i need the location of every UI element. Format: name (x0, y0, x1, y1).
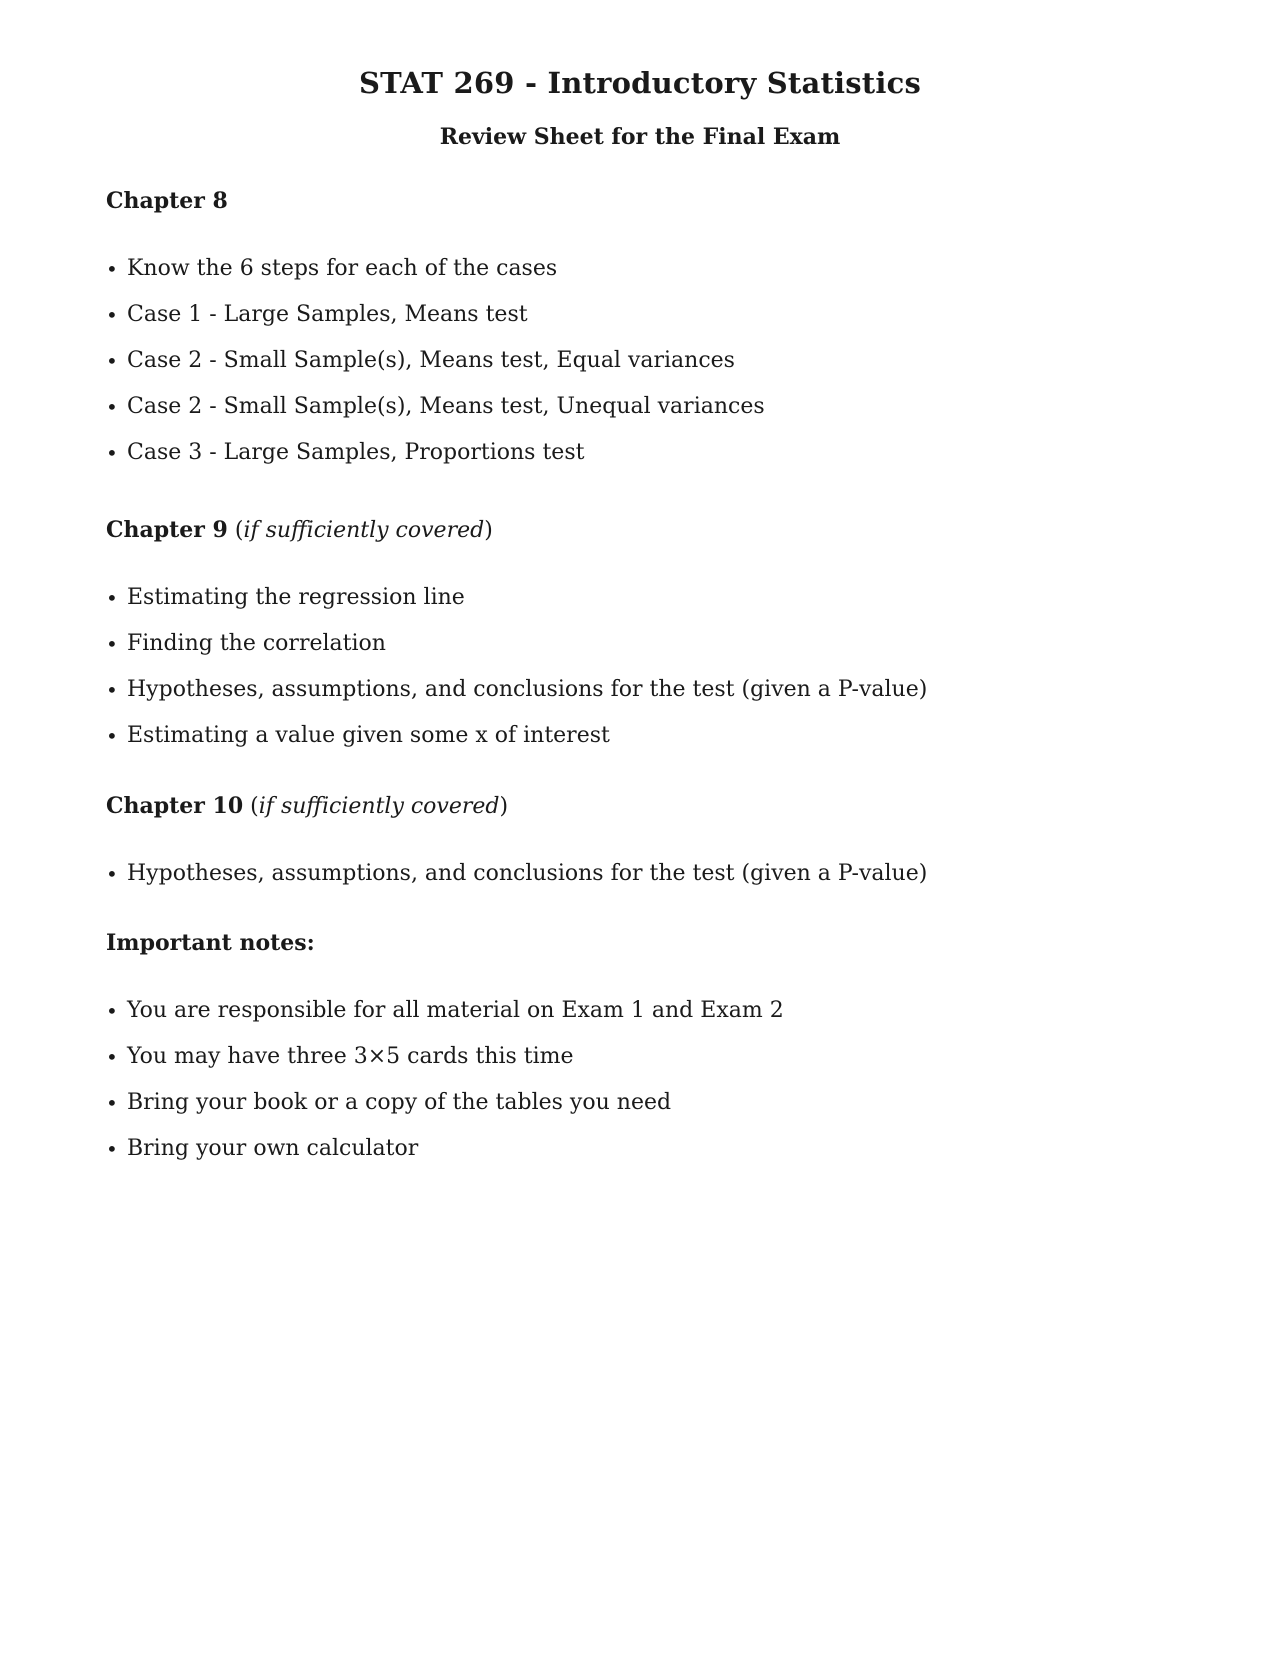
section-heading-label: Chapter 8 (106, 188, 228, 214)
list-item (106, 252, 1206, 298)
section-heading-note: (if sufficiently covered) (234, 518, 493, 543)
list-item-text: Bring your book or a copy of the tables you need (127, 1090, 672, 1115)
list-item-text: Bring your own calculator (127, 1136, 419, 1161)
list-item-text: You are responsible for all material on Exam 1 and Exam 2 (127, 998, 784, 1023)
section-chapter-9 (106, 513, 1206, 765)
list-item-text: Hypotheses, assumptions, and conclusions for the test (given a P-value) (127, 861, 928, 886)
list-item (106, 344, 1206, 390)
list-item-text: Estimating the regression line (127, 585, 465, 610)
section-heading (106, 926, 1206, 960)
list-item (106, 1040, 1206, 1086)
bullet-list (106, 994, 1206, 1178)
bullet-list (106, 252, 1206, 482)
list-item-text: Finding the correlation (127, 631, 386, 656)
section-important-notes (106, 926, 1206, 1178)
list-item-text: Estimating a value given some x of interest (127, 723, 610, 748)
bullet-list (106, 857, 1206, 903)
bullet-icon: • (106, 257, 118, 281)
list-item (106, 1132, 1206, 1178)
list-item (106, 298, 1206, 344)
bullet-icon: • (106, 999, 118, 1023)
bullet-icon: • (106, 632, 118, 656)
list-item-text: Hypotheses, assumptions, and conclusions for the test (given a P-value) (127, 677, 928, 702)
bullet-icon: • (106, 724, 118, 748)
list-item (106, 627, 1206, 673)
list-item (106, 719, 1206, 765)
section-chapter-10 (106, 789, 1206, 903)
section-heading (106, 513, 1206, 547)
bullet-icon: • (106, 1045, 118, 1069)
list-item (106, 581, 1206, 627)
bullet-icon: • (106, 678, 118, 702)
list-item-text: Case 1 - Large Samples, Means test (127, 302, 528, 327)
section-heading-label: Chapter 10 (106, 793, 244, 819)
section-heading (106, 789, 1206, 823)
bullet-icon: • (106, 586, 118, 610)
bullet-icon: • (106, 349, 118, 373)
bullet-icon: • (106, 1091, 118, 1115)
section-heading-label: Important notes: (106, 930, 315, 956)
section-heading-label: Chapter 9 (106, 517, 228, 543)
list-item-text: You may have three 3×5 cards this time (127, 1044, 574, 1069)
document-subtitle: Review Sheet for the Final Exam (439, 124, 841, 150)
list-item (106, 390, 1206, 436)
list-item (106, 436, 1206, 482)
section-heading-note-text: if sufficiently covered (258, 794, 500, 819)
bullet-icon: • (106, 1137, 118, 1161)
bullet-icon: • (106, 441, 118, 465)
document-title: STAT 269 - Introductory Statistics (358, 66, 921, 100)
list-item-text: Case 2 - Small Sample(s), Means test, Equal variances (127, 348, 735, 373)
bullet-list (106, 581, 1206, 765)
list-item (106, 673, 1206, 719)
list-item-text: Case 3 - Large Samples, Proportions test (127, 440, 585, 465)
list-item-text: Case 2 - Small Sample(s), Means test, Unequal variances (127, 394, 765, 419)
section-chapter-8 (106, 184, 1206, 482)
list-item (106, 1086, 1206, 1132)
bullet-icon: • (106, 862, 118, 886)
bullet-icon: • (106, 395, 118, 419)
list-item-text: Know the 6 steps for each of the cases (127, 256, 558, 281)
list-item (106, 857, 1206, 903)
bullet-icon: • (106, 303, 118, 327)
section-heading-note: (if sufficiently covered) (250, 794, 509, 819)
section-heading (106, 184, 1206, 218)
section-heading-note-text: if sufficiently covered (243, 518, 485, 543)
list-item (106, 994, 1206, 1040)
